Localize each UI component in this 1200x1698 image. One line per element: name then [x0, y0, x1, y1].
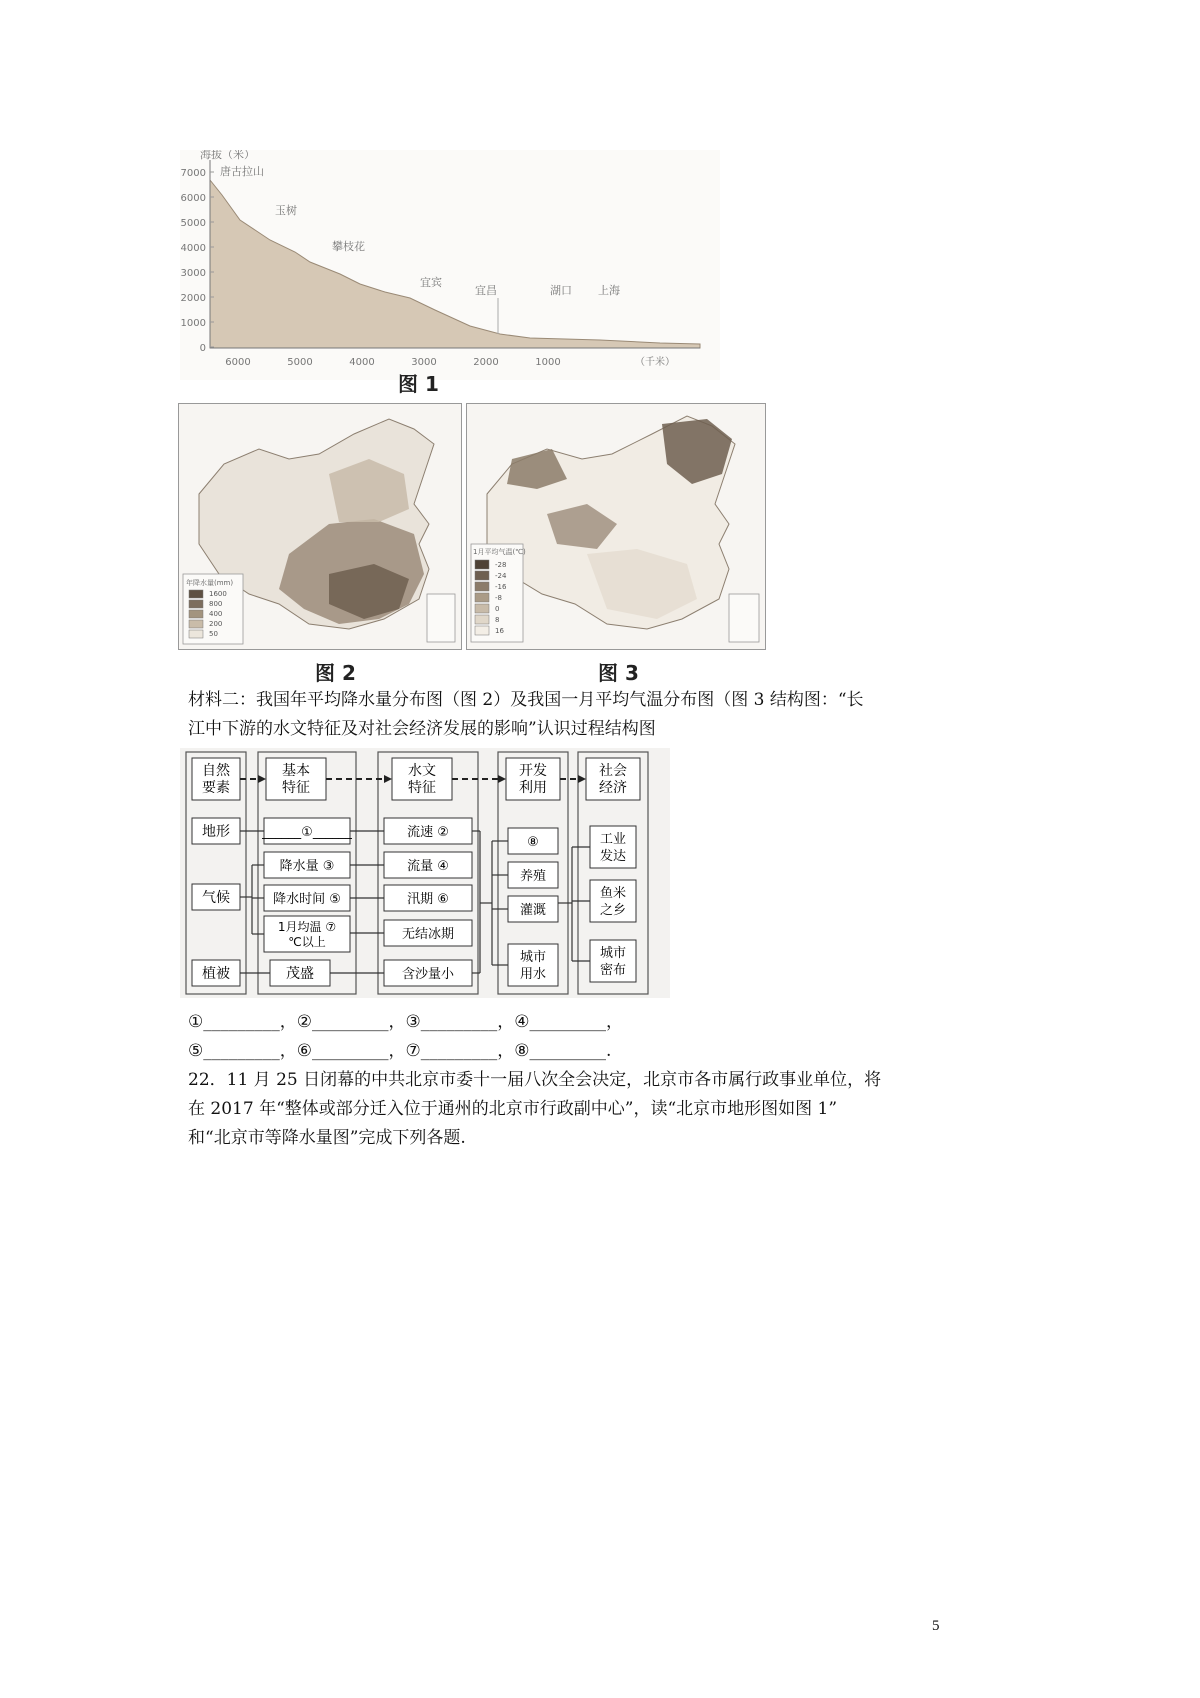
elevation-profile-chart [180, 150, 720, 380]
place-label-hukou: 湖口 [550, 284, 572, 297]
legend-swatch [189, 610, 203, 618]
legend-value: -8 [495, 594, 502, 602]
precipitation-map [179, 404, 461, 649]
legend-value: 1600 [209, 590, 227, 598]
col3-no-ice: 无结冰期 [401, 927, 455, 942]
figure-2-map [178, 403, 462, 650]
figure-3-label: 图 3 [598, 661, 639, 685]
legend-value: 0 [495, 605, 500, 613]
y-tick-label: 5000 [180, 218, 206, 229]
figure-1 [180, 150, 720, 380]
legend-value: 50 [209, 630, 218, 638]
legend-swatch [475, 571, 489, 580]
material-2-line-2: 江中下游的水文特征及对社会经济发展的影响”认识过程结构图 [188, 719, 656, 739]
col2-blank-1: ______①______ [262, 825, 352, 840]
legend-title: 年降水量(mm) [186, 579, 234, 587]
col3-flow-speed: 流速 ② [407, 825, 449, 840]
x-tick-label: 3000 [411, 357, 437, 368]
legend-value: 8 [495, 616, 500, 624]
place-label-yibin: 宜宾 [420, 276, 442, 289]
place-label-panzhihua: 攀枝花 [332, 240, 365, 253]
legend-swatch [189, 620, 203, 628]
col2-basic-features: 基本特征 [282, 763, 310, 796]
col3-flood-season: 汛期 ⑥ [407, 892, 449, 907]
legend-value: 800 [209, 600, 223, 608]
legend-swatch [475, 593, 489, 602]
col2-precip-time: 降水时间 ⑤ [273, 892, 341, 907]
x-tick-label: 2000 [473, 357, 499, 368]
legend-swatch [475, 560, 489, 569]
legend-value: -24 [495, 572, 507, 580]
col4-irrigation: 灌溉 [519, 903, 547, 918]
y-tick-label: 0 [199, 343, 206, 354]
temperature-map [467, 404, 765, 649]
y-tick-label: 1000 [180, 318, 206, 329]
answer-line-1: ①_________，②_________，③_________，④_________， [188, 1012, 623, 1032]
legend-swatch [189, 630, 203, 638]
y-tick-label: 6000 [180, 193, 206, 204]
figure-1-label: 图 1 [398, 372, 439, 396]
y-tick-label: 7000 [180, 168, 206, 179]
col2-jan-temp: 1月均温 ⑦ ℃以上 [277, 920, 337, 949]
figure-3-map [466, 403, 766, 650]
col1-climate: 气候 [202, 890, 230, 906]
legend-swatch [475, 604, 489, 613]
col1-natural-elements: 自然要素 [202, 763, 230, 796]
material-2-line-1: 材料二：我国年平均降水量分布图（图 2）及我国一月平均气温分布图（图 3 结构图：“长 [188, 690, 864, 710]
col5-socio-economic: 社会经济 [599, 763, 627, 796]
col4-urban-water: 城市用水 [519, 950, 547, 982]
legend-swatch [475, 626, 489, 635]
col5-industry: 工业发达 [599, 832, 627, 864]
legend-value: -16 [495, 583, 507, 591]
question-22-line-2: 在 2017 年“整体或部分迁入位于通州的北京市行政副中心”，读“北京市地形图如图 1” [188, 1099, 838, 1119]
col3-low-sediment: 含沙量小 [401, 967, 455, 982]
hydrology-structure-diagram [180, 748, 670, 998]
x-tick-label: 4000 [349, 357, 375, 368]
legend-swatch [189, 590, 203, 598]
x-tick-label: 1000 [535, 357, 561, 368]
y-tick-label: 2000 [180, 293, 206, 304]
legend-value: -28 [495, 561, 507, 569]
col5-fish-rice: 鱼米之乡 [599, 886, 627, 918]
legend-value: 400 [209, 610, 223, 618]
col1-vegetation: 植被 [202, 966, 230, 982]
col3-hydro-features: 水文特征 [408, 763, 436, 796]
x-tick-label: 6000 [225, 357, 251, 368]
place-label-shanghai: 上海 [598, 284, 620, 297]
legend-swatch [475, 615, 489, 624]
legend-title: 1月平均气温(℃) [473, 548, 526, 556]
col2-precip-amount: 降水量 ③ [279, 859, 335, 874]
place-label-tanggula: 唐古拉山 [220, 165, 264, 178]
col2-lush: 茂盛 [286, 966, 314, 982]
answer-line-2: ⑤_________，⑥_________，⑦_________，⑧_________. [188, 1041, 612, 1061]
legend-value: 200 [209, 620, 223, 628]
legend-swatch [189, 600, 203, 608]
structure-diagram [180, 748, 670, 998]
col5-cities: 城市密布 [599, 946, 627, 978]
x-tick-label: 5000 [287, 357, 313, 368]
legend-swatch [475, 582, 489, 591]
place-label-yichang: 宜昌 [475, 284, 497, 297]
col3-flow-volume: 流量 ④ [407, 859, 449, 874]
x-axis-title: （千米） [635, 357, 675, 368]
col4-blank-8: ⑧ [527, 835, 539, 850]
place-label-yushu: 玉树 [275, 204, 297, 217]
question-22-line-1: 22．11 月 25 日闭幕的中共北京市委十一届八次全会决定，北京市各市属行政事业单位，将 [188, 1070, 882, 1090]
question-22-line-3: 和“北京市等降水量图”完成下列各题. [188, 1128, 466, 1148]
col1-terrain: 地形 [202, 824, 230, 840]
legend-value: 16 [495, 627, 504, 635]
y-tick-label: 3000 [180, 268, 206, 279]
col4-aquaculture: 养殖 [519, 869, 547, 884]
col4-development: 开发利用 [519, 763, 547, 796]
figure-2-label: 图 2 [315, 661, 356, 685]
page-number: 5 [932, 1618, 940, 1634]
y-tick-label: 4000 [180, 243, 206, 254]
y-axis-title: 海拔（米） [200, 150, 255, 161]
